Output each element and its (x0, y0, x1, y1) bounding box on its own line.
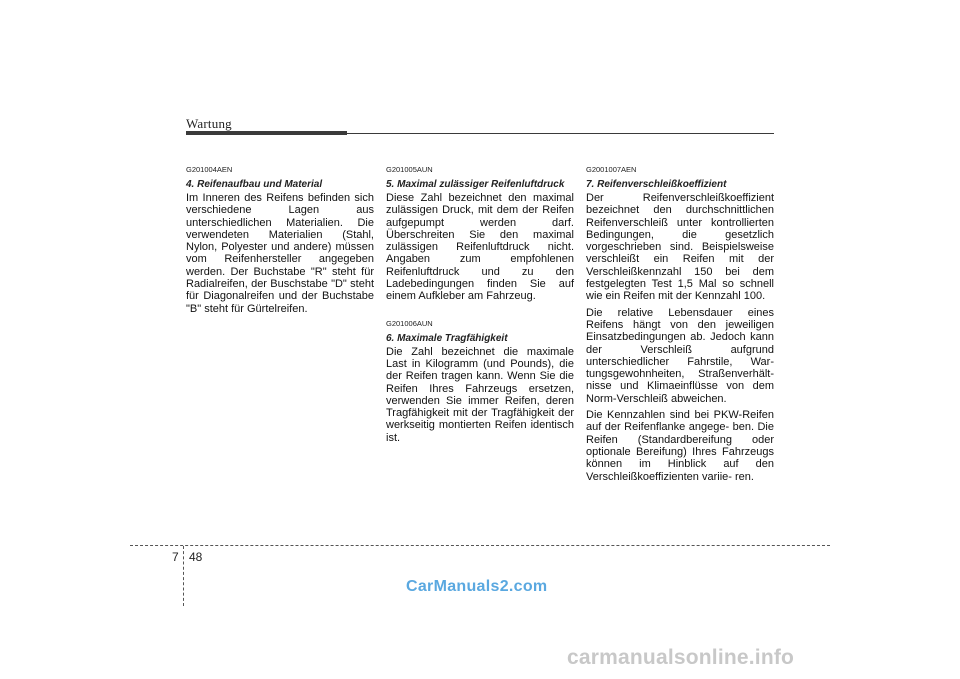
section-code: G201006AUN (386, 318, 433, 328)
footer-vertical-divider (183, 546, 184, 606)
section-heading: 6. Maximale Tragfähigkeit (386, 332, 508, 344)
column-3 (586, 165, 774, 487)
section-heading: 4. Reifenaufbau und Material (186, 179, 323, 190)
site-watermark: carmanualsonline.info (567, 646, 795, 669)
footer-divider (130, 545, 830, 546)
section-code: G201004AEN (186, 165, 233, 174)
page-header-title: Wartung (186, 116, 232, 131)
section-heading: 7. Reifenverschleißkoeffizient (586, 179, 727, 190)
section-paragraph: Der Reifenverschleißkoeffizient bezeichnet den durchschnittlichen Reifenverschleiß unter kontrollierten Bedingungen, die gesetzlich vorgeschrieben sind. Beispielsweise verschleißt ein Reifen mit der Verschleißkennzahl 150 bei dem festgelegten Test 1,5 Mal so schnell wie ein Reifen mit der Kennzahl 100. (586, 192, 774, 303)
section-heading: 5. Maximal zulässiger Reifenluftdruck (386, 179, 565, 190)
section-paragraph: Diese Zahl bezeichnet den maximal zulässigen Druck, mit dem der Reifen aufgepumpt werden darf. Überschreiten Sie den maximal zulässigen Reifenluftdruck nicht. Angaben zum empfohlenen Reifenluftdruck und zu den Ladebedingungen finden Sie auf einem Aufkleber am Fahrzeug. (386, 192, 574, 303)
carmanuals-watermark: CarManuals2.com (406, 578, 548, 595)
chapter-number: 7 (172, 550, 179, 564)
column-1 (186, 165, 374, 319)
section-paragraph: Die relative Lebensdauer eines Reifens hängt von den jeweiligen Einsatzbedingungen ab. Jedoch kann der Verschleiß aufgrund unterschiedlicher Fahrstile, War- tungsgewohnheiten, Straßenverhält- nisse und Klimaeinflüsse von dem Norm-Verschleiß abweichen. (586, 306, 774, 405)
section-paragraph: Im Inneren des Reifens befinden sich verschiedene Lagen aus unterschiedlichen Materialien. Die verwendeten Materialien (Stahl, Nylon, Polyester und andere) müssen vom Reifenhersteller angegeben werden. Der Buchstabe "R" steht für Radialreifen, der Buschstabe "D" steht für Diagonalreifen und der Buchstabe "B" steht für Gürtelreifen. (186, 192, 374, 315)
header-rule-thick (186, 131, 347, 135)
page-number: 48 (189, 550, 203, 564)
header-rule-thin (347, 133, 774, 134)
section-paragraph: Die Zahl bezeichnet die maximale Last in Kilogramm (und Pounds), die der Reifen tragen kann. Wenn Sie die Reifen Ihres Fahrzeugs ersetzen, verwenden Sie immer Reifen, deren Tragfähigkeit mit der Tragfähigkeit der werkseitig montierten Reifen identisch ist. (386, 345, 574, 444)
column-2 (386, 165, 574, 448)
section-paragraph: Die Kennzahlen sind bei PKW-Reifen auf der Reifenflanke angege- ben. Die Reifen (Standardbereifung oder optionale Bereifung) Ihres Fahrzeugs können im Hinblick auf den Verschleißkoeffizienten variie- ren. (586, 409, 774, 483)
section-code: G201005AUN (386, 165, 433, 174)
section-code: G2001007AEN (586, 165, 637, 174)
